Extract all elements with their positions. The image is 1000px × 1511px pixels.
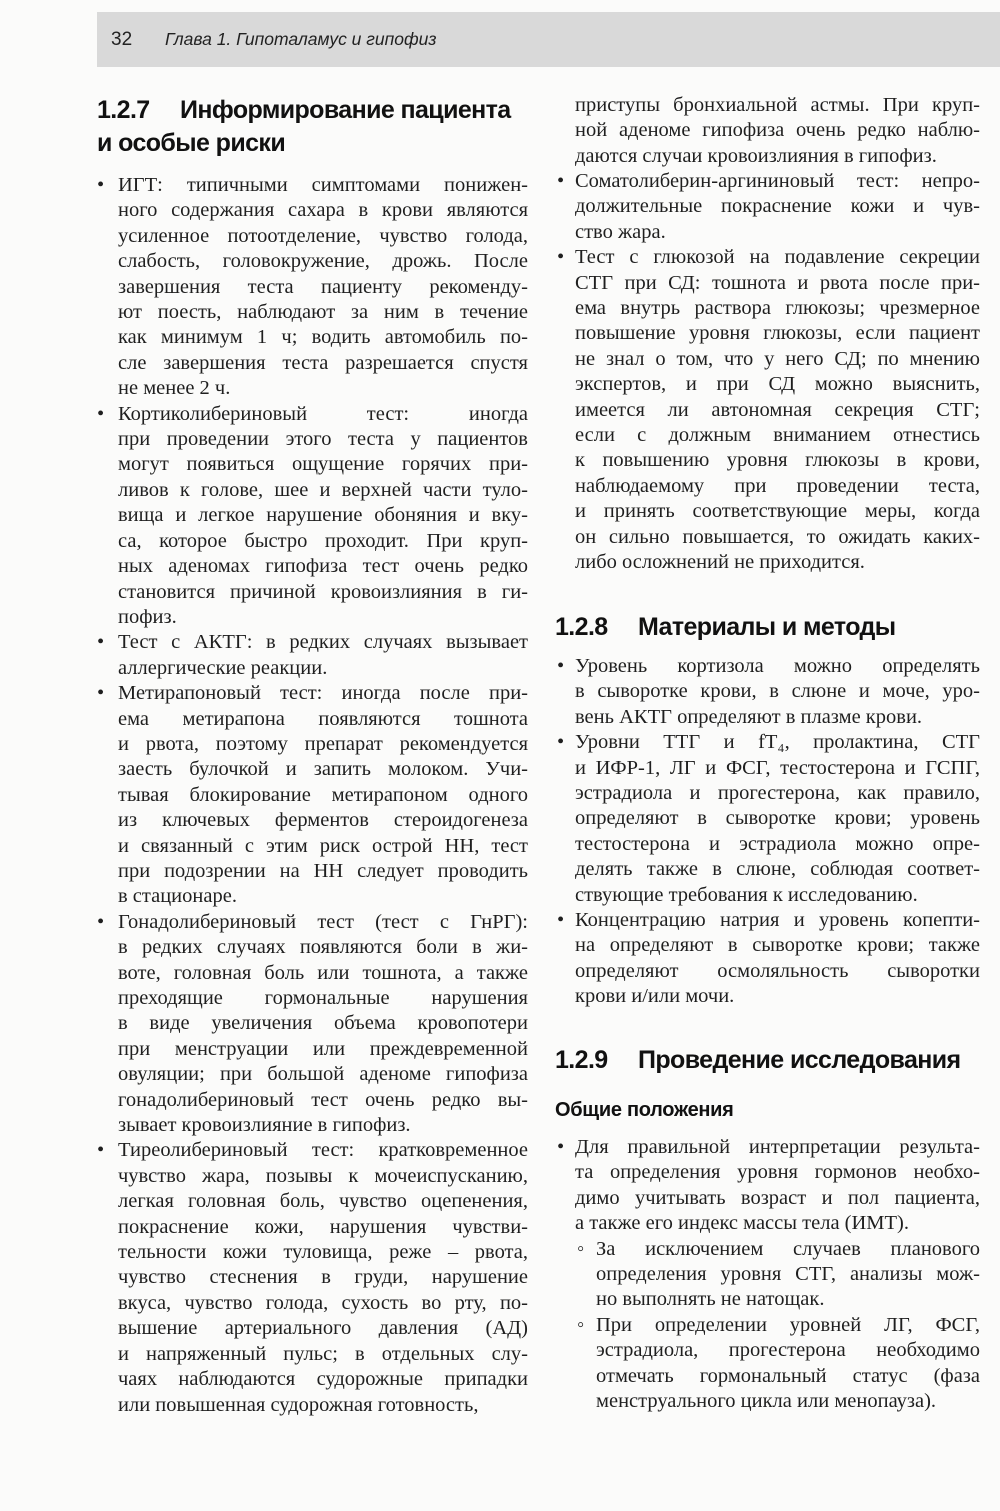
text-line: из ключевых ферментов стероидогенеза	[118, 809, 528, 832]
text-line: приступы бронхиальной астмы. При круп-	[575, 94, 980, 116]
text-line: вышение артериального давления (АД)	[118, 1317, 528, 1340]
text-line: Метирапоновый тест: иногда после при-	[118, 682, 528, 705]
text-line: ной аденоме гипофиза очень редко наблю-	[575, 119, 980, 142]
text-line: но выполнять не натощак.	[596, 1288, 825, 1311]
text-line: на определяют в сыворотке крови; также	[575, 934, 980, 957]
text-line: Уровень кортизола можно определять	[575, 655, 980, 677]
section-title: Материалы и методы	[638, 613, 896, 641]
materials-bullet-list	[575, 654, 980, 1010]
text-line: чаях наблюдаются судорожные припадки	[118, 1368, 528, 1391]
left-bullet-list	[118, 173, 528, 1418]
text-line: ют поесть, наблюдают за ним в течение	[118, 301, 528, 324]
text-line: воте, головная боль или тошнота, а также	[118, 961, 528, 984]
list-item	[575, 245, 980, 575]
bullet-icon	[557, 169, 564, 194]
text-line: покраснение кожи, нарушения чувстви-	[118, 1215, 528, 1238]
section-heading-1-2-7	[97, 94, 511, 160]
text-line: становится причиной кровоизлияния в ги-	[118, 580, 528, 603]
text-line: и напряженный пульс; в отдельных слу-	[118, 1342, 528, 1365]
text-line: легкая головная боль, чувство оцепенения,	[118, 1190, 528, 1213]
text-line: са, которое быстро проходит. При круп-	[118, 529, 528, 552]
section-number: 1.2.7	[97, 96, 150, 124]
right-bullet-list	[575, 169, 980, 576]
text-line: пофиз.	[118, 605, 177, 628]
text-line: крови и/или мочи.	[575, 985, 735, 1008]
text-line: при менструации или преждевременной	[118, 1037, 528, 1060]
list-item	[575, 730, 980, 908]
text-line: к повышению уровня глюкозы в крови,	[575, 449, 980, 472]
text-line: определяют в сыворотке крови; уровень	[575, 807, 980, 830]
text-line: вища и легкое нарушение обоняния и вку-	[118, 504, 528, 527]
running-header	[97, 12, 1000, 67]
text-line: наблюдаемому при проведении теста,	[575, 474, 980, 497]
text-line: чувство стеснения в груди, нарушение	[118, 1266, 528, 1289]
circle-bullet-icon	[577, 1237, 584, 1262]
text-line: в стационаре.	[118, 885, 237, 908]
bullet-icon	[97, 681, 104, 706]
text-line: в сыворотке крови, в слюне и моче, уро-	[575, 680, 980, 703]
text-line: определяют осмоляльность сыворотки	[575, 959, 980, 982]
sub-list-item	[575, 1313, 980, 1415]
section-heading-1-2-8	[555, 611, 896, 644]
list-item	[575, 169, 980, 245]
text-line: повышение уровня глюкозы, если пациент	[575, 322, 980, 345]
bullet-icon	[97, 402, 104, 427]
bullet-icon	[97, 630, 104, 655]
section-title-continued: и особые риски	[97, 129, 286, 157]
text-line: имеется ли автономная секреция СТГ;	[575, 398, 980, 421]
text-line: эстрадиола и прогестерона, как правило,	[575, 782, 980, 805]
text-line: Для правильной интерпретации результа-	[575, 1136, 980, 1158]
text-line: усиленное потоотделение, чувство голода,	[118, 224, 528, 247]
text-line: даются случаи кровоизлияния в гипофиз.	[575, 144, 937, 167]
text-line: ливов к голове, шее и верхней части туло-	[118, 478, 528, 501]
circle-bullet-icon	[577, 1313, 584, 1338]
text-line: Уровни ТТГ и fT₄, пролактина, СТГ	[575, 731, 980, 754]
text-line: тельности кожи туловища, реже – рвота,	[118, 1241, 528, 1264]
chapter-title: Глава 1. Гипоталамус и гипофиз	[165, 29, 437, 49]
section-heading-1-2-9	[555, 1044, 961, 1077]
text-line: отмечать гормональный статус (фаза	[596, 1364, 980, 1387]
text-line: при подозрении на НН следует проводить	[118, 859, 528, 882]
text-line: Соматолиберин-аргининовый тест: непро-	[575, 170, 980, 192]
list-item	[118, 681, 528, 910]
text-line: тывая блокирование метирапоном одного	[118, 783, 528, 806]
bullet-icon	[97, 910, 104, 935]
text-line: завершения теста пациенту рекоменду-	[118, 275, 528, 298]
text-line: гонадолибериновый тест очень редко вы-	[118, 1088, 528, 1111]
text-line: или повышенная судорожная готовность,	[118, 1393, 479, 1416]
text-line: та определения уровня гормонов необхо-	[575, 1161, 980, 1184]
bullet-icon	[557, 908, 564, 933]
section-title: Проведение исследования	[638, 1046, 961, 1074]
list-item	[118, 910, 528, 1139]
list-item	[118, 630, 528, 681]
text-line: в виде увеличения объема кровопотери	[118, 1012, 528, 1035]
text-line: Концентрацию натрия и уровень копепти-	[575, 909, 980, 932]
list-item	[575, 908, 980, 1010]
text-line: в редких случаях появляются боли в жи-	[118, 936, 528, 959]
text-line: а также его индекс массы тела (ИМТ).	[575, 1212, 909, 1235]
text-line: Гонадолибериновый тест (тест с ГнРГ):	[118, 910, 528, 933]
text-line: сле завершения теста разрешается спустя	[118, 351, 528, 374]
list-item	[118, 1138, 528, 1417]
text-line: вень АКТГ определяют в плазме крови.	[575, 705, 923, 728]
text-line: При определении уровней ЛГ, ФСГ,	[596, 1313, 980, 1336]
text-line: эстрадиола, прогестерона необходимо	[596, 1339, 980, 1362]
text-line: слабость, головокружение, дрожь. После	[118, 250, 528, 273]
text-line: ных аденомах гипофиза тест очень редко	[118, 555, 528, 578]
text-line: менструального цикла или менопауза).	[596, 1390, 937, 1413]
text-line: СТГ при СД: тошнота и рвота после при-	[575, 271, 980, 294]
text-line: определения уровня СТГ, анализы мож-	[596, 1263, 980, 1286]
text-line: ного содержания сахара в крови являются	[118, 199, 528, 222]
text-line: ема внутрь раствора глюкозы; чрезмерное	[575, 297, 980, 320]
text-line: димо учитывать возраст и пол пациента,	[575, 1186, 980, 1209]
section-number: 1.2.9	[555, 1046, 608, 1074]
text-line: ема метирапона появляются тошнота	[118, 707, 528, 730]
continued-paragraph	[575, 93, 980, 169]
text-line: зывает кровоизлияние в гипофиз.	[118, 1114, 411, 1137]
section-number: 1.2.8	[555, 613, 608, 641]
page-number: 32	[111, 29, 133, 50]
text-line: вкуса, чувство голода, сухость во рту, по-	[118, 1291, 528, 1314]
list-item	[575, 654, 980, 730]
text-line: должительные покраснение кожи и чув-	[575, 195, 980, 218]
text-line: Тест с АКТГ: в редких случаях вызывает	[118, 631, 528, 654]
text-line: ствующие требования к исследованию.	[575, 883, 918, 906]
bullet-icon	[557, 1135, 564, 1160]
procedure-bullet-list	[575, 1135, 980, 1414]
text-line: и рвота, поэтому препарат рекомендуется	[118, 732, 528, 755]
text-line: и принять соответствующие меры, когда	[575, 500, 980, 523]
text-line: либо осложнений не приходится.	[575, 551, 865, 574]
text-line: преходящие гормональные нарушения	[118, 987, 528, 1009]
subheading: Общие положения	[555, 1099, 734, 1121]
sub-list-item	[575, 1237, 980, 1313]
list-item	[118, 402, 528, 631]
bullet-icon	[97, 173, 104, 198]
text-line: тестостерона и эстрадиола можно опре-	[575, 832, 980, 855]
text-line: при проведении этого теста у пациентов	[118, 428, 528, 451]
text-line: не знал о том, что у него СД; по мнению	[575, 347, 980, 370]
text-line: заесть булочкой и запить молоком. Учи-	[118, 758, 528, 781]
text-line: делять также в слюне, соблюдая соответ-	[575, 858, 980, 881]
bullet-icon	[557, 654, 564, 679]
section-title: Информирование пациента	[180, 96, 511, 124]
text-line: Кортиколибериновый тест: иногда	[118, 402, 528, 425]
bullet-icon	[557, 730, 564, 755]
text-line: могут появиться ощущение горячих при-	[118, 453, 528, 476]
text-line: он сильно повышается, то ожидать каких-	[575, 525, 980, 548]
text-line: не менее 2 ч.	[118, 377, 231, 400]
text-line: и ИФР-1, ЛГ и ФСГ, тестостерона и ГСПГ,	[575, 756, 980, 779]
bullet-icon	[97, 1138, 104, 1163]
bullet-icon	[557, 245, 564, 270]
list-item	[118, 173, 528, 402]
text-line: Тиреолибериновый тест: кратковременное	[118, 1139, 528, 1162]
text-line: овуляции; при большой аденоме гипофиза	[118, 1063, 528, 1086]
text-line: чувство жара, позывы к мочеиспусканию,	[118, 1164, 528, 1187]
list-item	[575, 1135, 980, 1237]
text-line: За исключением случаев планового	[596, 1237, 980, 1260]
text-line: Тест с глюкозой на подавление секреции	[575, 246, 980, 269]
text-line: если с должным вниманием отнестись	[575, 424, 980, 447]
text-line: ство жара.	[575, 220, 666, 243]
text-line: ИГТ: типичными симптомами понижен-	[118, 174, 528, 196]
text-line: экспертов, и при СД можно выяснить,	[575, 373, 980, 396]
text-line: как минимум 1 ч; водить автомобиль по-	[118, 326, 528, 349]
text-line: аллергические реакции.	[118, 656, 328, 679]
text-line: и связанный с этим риск острой НН, тест	[118, 834, 528, 857]
